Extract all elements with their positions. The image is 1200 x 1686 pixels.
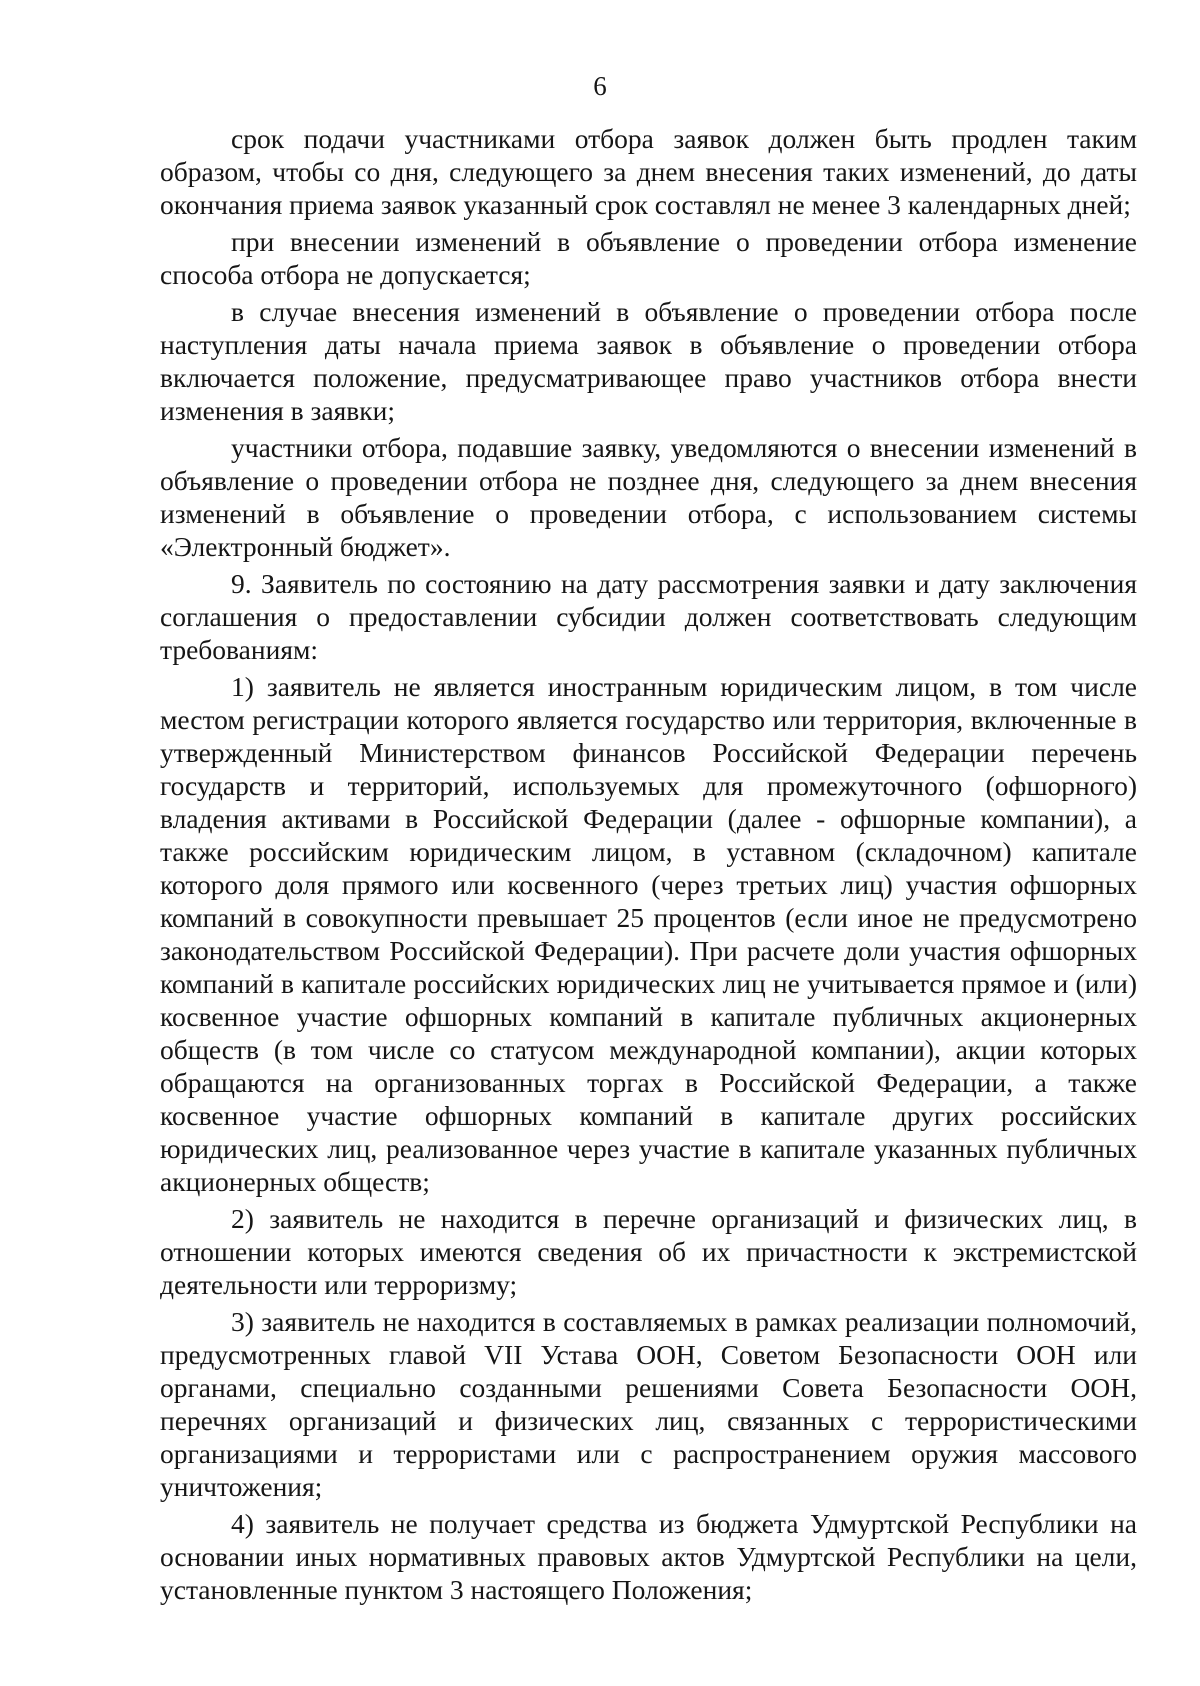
paragraph-applicant-requirements: 9. Заявитель по состоянию на дату рассмотрения заявки и дату заключения соглашения о предоставлении субсидии должен соответствовать следующим требованиям:: [160, 568, 1137, 665]
paragraph-deadline-extension: срок подачи участниками отбора заявок должен быть продлен таким образом, чтобы со дня, следующего за днем внесения таких изменений, до даты окончания приема заявок указанный срок составлял не менее 3 календарных дней;: [160, 123, 1137, 220]
paragraph-requirement-1: 1) заявитель не является иностранным юридическим лицом, в том числе местом регистрации которого является государство или территория, включенные в утвержденный Министерством финансов Российской Федерации перечень государств и территорий, используемых для промежуточного (офшорного) владения активами в Российской Федерации (далее - офшорные компании), а также российским юридическим лицом, в уставном (складочном) капитале которого доля прямого или косвенного (через третьих лиц) участия офшорных компаний в совокупности превышает 25 процентов (если иное не предусмотрено законодательством Российской Федерации). При расчете доли участия офшорных компаний в капитале российских юридических лиц не учитывается прямое и (или) косвенное участие офшорных компаний в капитале публичных акционерных обществ (в том числе со статусом международной компании), акции которых обращаются на организованных торгах в Российской Федерации, а также косвенное участие офшорных компаний в капитале других российских юридических лиц, реализованное через участие в капитале указанных публичных акционерных обществ;: [160, 671, 1137, 1197]
paragraph-requirement-3: 3) заявитель не находится в составляемых в рамках реализации полномочий, предусмотренных главой VII Устава ООН, Советом Безопасности ООН или органами, специально созданными решениями Совета Безопасности ООН, перечнях организаций и физических лиц, связанных с террористическими организациями и террористами или с распространением оружия массового уничтожения;: [160, 1306, 1137, 1502]
paragraph-method-change: при внесении изменений в объявление о проведении отбора изменение способа отбора не допускается;: [160, 226, 1137, 290]
paragraph-changes-after-start: в случае внесения изменений в объявление о проведении отбора после наступления даты начала приема заявок в объявление о проведении отбора включается положение, предусматривающее право участников отбора внести изменения в заявки;: [160, 296, 1137, 426]
paragraph-requirement-4: 4) заявитель не получает средства из бюджета Удмуртской Республики на основании иных нормативных правовых актов Удмуртской Республики на цели, установленные пунктом 3 настоящего Положения;: [160, 1508, 1137, 1605]
page-number: 6: [593, 71, 607, 101]
paragraph-participant-notification: участники отбора, подавшие заявку, уведомляются о внесении изменений в объявление о проведении отбора не позднее дня, следующего за днем внесения изменений в объявление о проведении отбора, с использованием системы «Электронный бюджет».: [160, 432, 1137, 562]
paragraph-requirement-2: 2) заявитель не находится в перечне организаций и физических лиц, в отношении которых имеются сведения об их причастности к экстремистской деятельности или терроризму;: [160, 1203, 1137, 1300]
document-body: [160, 122, 1137, 1610]
